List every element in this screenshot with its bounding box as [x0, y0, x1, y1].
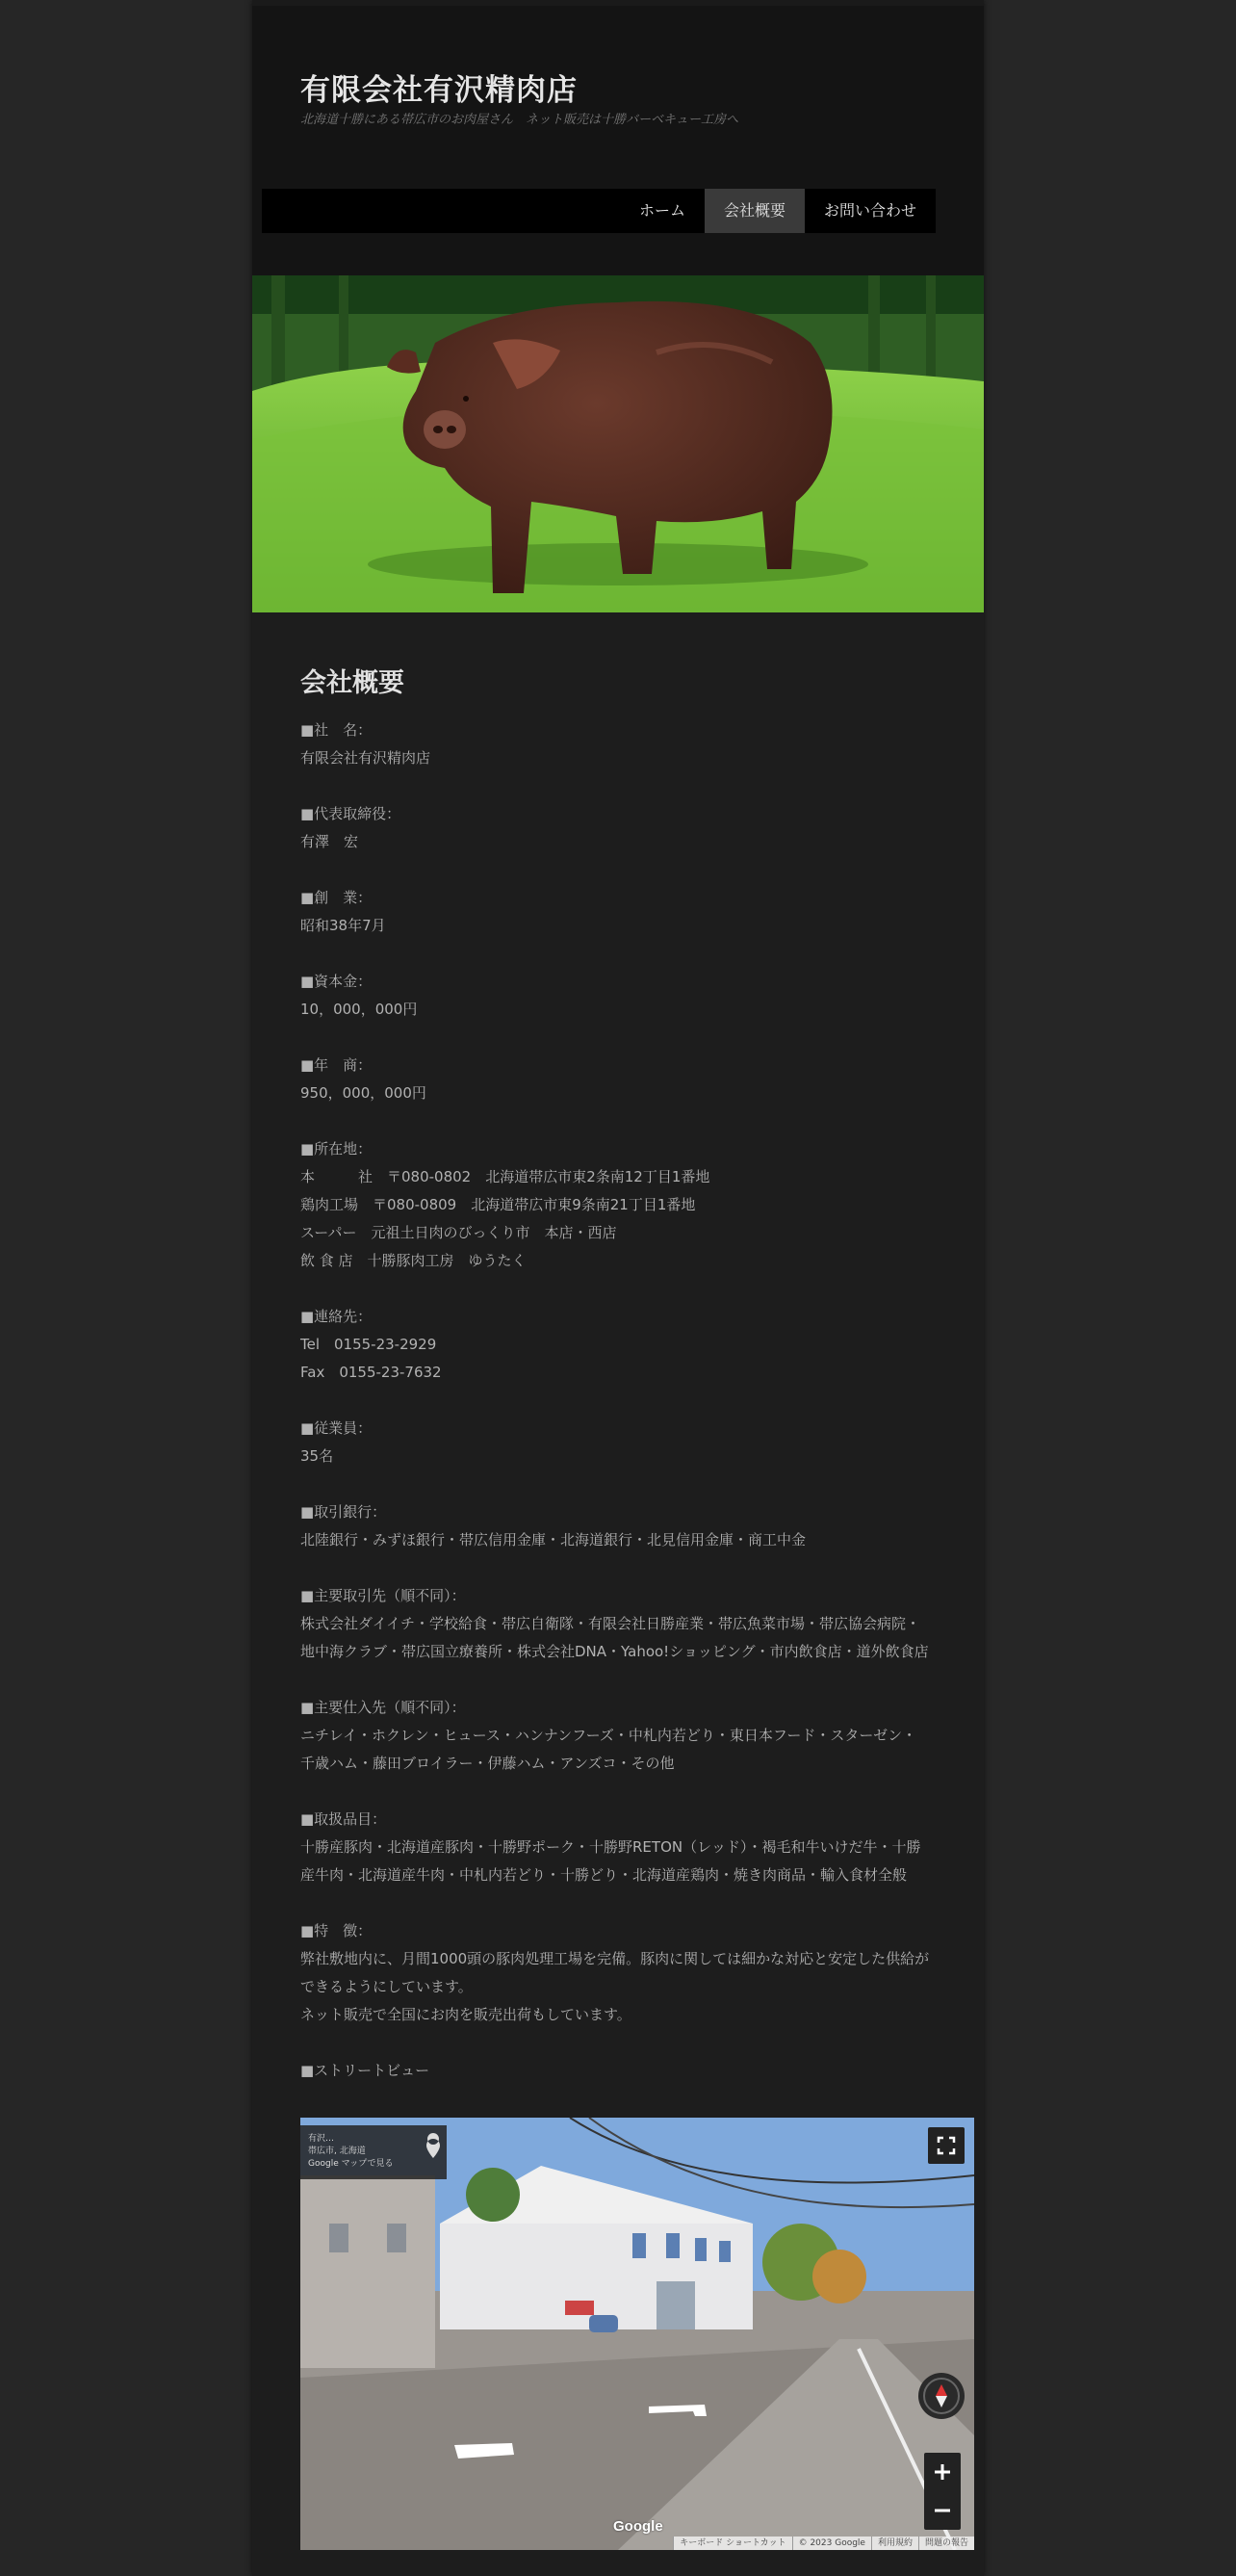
main-nav	[262, 189, 936, 233]
section-heading: ■ストリートビュー	[300, 2062, 430, 2079]
section-heading: ■年 商：	[300, 1056, 373, 1074]
nav-item-contact[interactable]: お問い合わせ	[823, 201, 916, 220]
section-heading: ■連絡先：	[300, 1308, 373, 1325]
info-section-representative	[300, 800, 965, 856]
info-section-streetview	[300, 2057, 965, 2085]
site-header	[252, 0, 984, 275]
section-heading: ■従業員：	[300, 1419, 373, 1437]
section-value: 950，000，000円	[300, 1084, 426, 1102]
section-value: 千歳ハム・藤田ブロイラー・伊藤ハム・アンズコ・その他	[300, 1755, 675, 1772]
keyboard-shortcuts-link[interactable]: キーボード ショートカット	[673, 2537, 791, 2550]
section-value: ネット販売で全国にお肉を販売出荷もしています。	[300, 2006, 631, 2023]
section-value: 昭和38年7月	[300, 917, 386, 934]
section-heading: ■代表取締役：	[300, 805, 401, 822]
info-section-founded	[300, 884, 965, 940]
section-value: 産牛肉・北海道産牛肉・中札内若どり・十勝どり・北海道産鶏肉・焼き肉商品・輸入食材全般	[300, 1866, 908, 1884]
section-value: 本 社 〒080-0802 北海道帯広市東2条南12丁目1番地	[300, 1168, 710, 1185]
info-section-contact	[300, 1303, 965, 1387]
section-heading: ■特 徴：	[300, 1922, 373, 1939]
section-value: 有澤 宏	[300, 833, 359, 850]
info-section-address	[300, 1135, 965, 1275]
section-heading: ■社 名：	[300, 721, 373, 739]
site-tagline: 北海道十勝にある帯広市のお肉屋さん ネット販売は十勝バーベキュー工房へ	[300, 113, 739, 127]
section-heading: ■取扱品目：	[300, 1810, 387, 1828]
section-value: スーパー 元祖土日肉のびっくり市 本店・西店	[300, 1224, 617, 1241]
section-heading: ■創 業：	[300, 889, 373, 906]
map-info-address: 帯広市, 北海道	[308, 2147, 366, 2156]
info-section-clients	[300, 1582, 965, 1666]
section-value: ニチレイ・ホクレン・ヒュース・ハンナンフーズ・中札内若どり・東日本フード・スターゼン・	[300, 1727, 917, 1744]
section-heading: ■主要取引先（順不同）：	[300, 1587, 466, 1604]
nav-item-company[interactable]: 会社概要	[705, 189, 805, 233]
info-section-features	[300, 1917, 965, 2029]
section-value: 株式会社ダイイチ・学校給食・帯広自衛隊・有限会社日勝産業・帯広魚菜市場・帯広協会病院・	[300, 1615, 920, 1632]
section-value: 弊社敷地内に、月間1000頭の豚肉処理工場を完備。豚肉に関しては細かな対応と安定した供給が	[300, 1950, 930, 1967]
map-open-link[interactable]: Google マップで見る	[308, 2159, 394, 2169]
street-view-scene[interactable]	[300, 2118, 974, 2550]
zoom-in-icon[interactable]	[924, 2453, 961, 2491]
google-logo: Google	[613, 2518, 663, 2535]
section-value: 十勝産豚肉・北海道産豚肉・十勝野ポーク・十勝野RETON（レッド）・褐毛和牛いけだ牛・十勝	[300, 1838, 921, 1856]
info-section-employees	[300, 1415, 965, 1470]
report-problem-link[interactable]: 問題の報告	[918, 2537, 974, 2550]
site-title[interactable]: 有限会社有沢精肉店	[300, 73, 578, 108]
zoom-out-icon[interactable]	[924, 2491, 961, 2530]
phone-number[interactable]: Tel 0155-23-2929	[300, 1336, 437, 1353]
section-value: 有限会社有沢精肉店	[300, 749, 431, 767]
section-value: 35名	[300, 1447, 334, 1465]
main-content	[300, 664, 965, 2113]
fullscreen-icon[interactable]	[928, 2127, 965, 2164]
nav-item-home[interactable]: ホーム	[638, 201, 685, 220]
section-value: 北陸銀行・みずほ銀行・帯広信用金庫・北海道銀行・北見信用金庫・商工中金	[300, 1531, 807, 1548]
section-value: できるようにしています。	[300, 1978, 473, 1995]
page-container	[252, 0, 984, 2576]
street-view-embed[interactable]	[300, 2118, 974, 2550]
section-value: 地中海クラブ・帯広国立療養所・株式会社DNA・Yahoo!ショッピング・市内飲食店・道外飲食店	[300, 1643, 929, 1660]
page-title: 会社概要	[300, 668, 404, 698]
map-footer	[673, 2537, 974, 2550]
section-heading: ■資本金：	[300, 973, 373, 990]
section-value: 飲 食 店 十勝豚肉工房 ゆうたく	[300, 1252, 527, 1269]
info-section-banks	[300, 1498, 965, 1554]
compass-icon[interactable]	[918, 2373, 965, 2419]
zoom-controls	[924, 2453, 961, 2530]
info-section-annual-sales	[300, 1052, 965, 1107]
hero-image-pig	[252, 275, 984, 612]
info-section-capital	[300, 968, 965, 1024]
info-section-suppliers	[300, 1694, 965, 1778]
section-heading: ■所在地：	[300, 1140, 373, 1158]
section-heading: ■主要仕入先（順不同）：	[300, 1699, 466, 1716]
section-value: 鶏肉工場 〒080-0809 北海道帯広市東9条南21丁目1番地	[300, 1196, 696, 1213]
info-section-products	[300, 1806, 965, 1889]
map-copyright: © 2023 Google	[792, 2537, 871, 2550]
map-pin-icon[interactable]	[420, 2125, 447, 2179]
map-info-title: 有沢…	[308, 2134, 335, 2144]
terms-link[interactable]: 利用規約	[871, 2537, 918, 2550]
section-heading: ■取引銀行：	[300, 1503, 387, 1521]
fax-number: Fax 0155-23-7632	[300, 1364, 442, 1381]
section-value: 10，000，000円	[300, 1001, 418, 1018]
info-section-company-name	[300, 716, 965, 772]
